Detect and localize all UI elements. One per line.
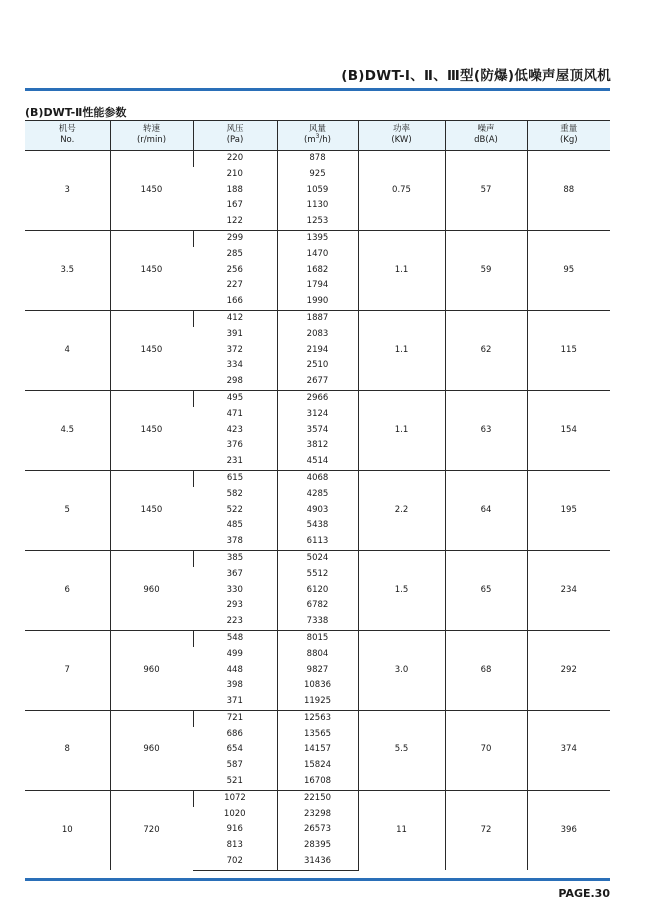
cell-flow: 1682 (277, 263, 358, 279)
cell-power: 5.5 (358, 710, 445, 790)
header-power: 功率 (KW) (358, 121, 445, 151)
cell-pressure: 188 (226, 184, 243, 195)
cell-pressure: 654 (226, 744, 243, 755)
cell-pressure: 220 (193, 151, 277, 167)
cell-speed: 1450 (110, 390, 193, 470)
cell-pressure: 167 (226, 200, 243, 211)
cell-pressure: 916 (226, 824, 243, 835)
cell-pressure: 485 (226, 520, 243, 531)
cell-flow: 22150 (277, 790, 358, 806)
cell-noise: 62 (445, 310, 527, 390)
cell-speed: 1450 (110, 310, 193, 390)
bottom-divider (25, 878, 610, 881)
cell-pressure: 231 (226, 456, 243, 467)
cell-flow: 2194 (277, 343, 358, 359)
cell-weight: 396 (527, 790, 610, 870)
cell-flow: 4514 (277, 454, 358, 470)
cell-pressure: 330 (226, 584, 243, 595)
page-number: PAGE.30 (558, 887, 610, 900)
table-row (25, 710, 610, 726)
cell-flow: 9827 (277, 663, 358, 679)
cell-pressure: 587 (226, 760, 243, 771)
cell-weight: 95 (527, 230, 610, 310)
cell-flow: 3124 (277, 407, 358, 423)
cell-pressure: 702 (193, 854, 277, 870)
cell-flow: 23298 (277, 807, 358, 823)
cell-pressure: 256 (226, 264, 243, 275)
cell-power: 1.1 (358, 310, 445, 390)
cell-flow: 2677 (277, 374, 358, 390)
cell-pressure: 376 (226, 440, 243, 451)
cell-speed: 1450 (110, 470, 193, 550)
cell-power: 3.0 (358, 630, 445, 710)
cell-flow: 925 (277, 167, 358, 183)
header-speed: 转速 (r/min) (110, 121, 193, 151)
section-title: (B)DWT-Ⅱ性能参数 (25, 106, 127, 119)
cell-flow: 3812 (277, 438, 358, 454)
cell-pressure: 166 (226, 296, 243, 307)
table-row (25, 151, 610, 167)
cell-flow: 1130 (277, 198, 358, 214)
cell-flow: 5024 (277, 550, 358, 566)
cell-pressure: 391 (226, 328, 243, 339)
cell-pressure: 378 (226, 536, 243, 547)
cell-power: 2.2 (358, 470, 445, 550)
cell-model-no: 4.5 (25, 390, 110, 470)
cell-flow: 1794 (277, 278, 358, 294)
cell-weight: 195 (527, 470, 610, 550)
cell-pressure: 615 (193, 470, 277, 486)
cell-flow: 15824 (277, 758, 358, 774)
cell-flow: 4285 (277, 487, 358, 503)
cell-speed: 720 (110, 790, 193, 870)
table-row (25, 310, 610, 326)
cell-noise: 63 (445, 390, 527, 470)
cell-pressure: 721 (193, 710, 277, 726)
performance-table-container (25, 120, 610, 871)
cell-flow: 878 (277, 151, 358, 167)
cell-pressure: 299 (193, 230, 277, 246)
cell-flow: 10836 (277, 678, 358, 694)
table-row (25, 230, 610, 246)
top-divider (25, 88, 610, 91)
cell-flow: 1887 (277, 310, 358, 326)
table-header-row (25, 121, 610, 151)
cell-pressure: 385 (193, 550, 277, 566)
cell-model-no: 7 (25, 630, 110, 710)
cell-model-no: 3 (64, 184, 70, 195)
cell-flow: 4903 (277, 503, 358, 519)
table-row (25, 790, 610, 806)
header-pressure: 风压 (Pa) (193, 121, 277, 151)
cell-model-no: 4 (25, 310, 110, 390)
cell-flow: 16708 (277, 774, 358, 790)
cell-speed: 1450 (110, 151, 193, 231)
cell-pressure: 1020 (223, 808, 246, 819)
cell-power: 11 (358, 790, 445, 870)
cell-pressure: 499 (226, 648, 243, 659)
cell-flow: 3574 (277, 423, 358, 439)
cell-pressure: 372 (226, 344, 243, 355)
cell-flow: 5512 (277, 567, 358, 583)
cell-flow: 1059 (277, 183, 358, 199)
cell-pressure: 548 (193, 630, 277, 646)
cell-power: 0.75 (358, 151, 445, 231)
cell-flow: 6782 (277, 598, 358, 614)
cell-weight: 292 (527, 630, 610, 710)
cell-pressure: 398 (226, 680, 243, 691)
cell-noise: 68 (445, 630, 527, 710)
cell-weight: 234 (527, 550, 610, 630)
cell-pressure: 813 (226, 840, 243, 851)
cell-flow: 11925 (277, 694, 358, 710)
cell-weight: 115 (527, 310, 610, 390)
header-no: 机号 No. (25, 121, 110, 151)
cell-flow: 28395 (277, 838, 358, 854)
cell-pressure: 223 (226, 616, 243, 627)
cell-model-no: 6 (25, 550, 110, 630)
cell-pressure: 471 (226, 408, 243, 419)
cell-pressure: 423 (226, 424, 243, 435)
cell-model-no: 5 (25, 470, 110, 550)
cell-pressure: 371 (226, 696, 243, 707)
cell-power: 1.1 (358, 230, 445, 310)
cell-pressure: 521 (226, 776, 243, 787)
cell-flow: 1470 (277, 247, 358, 263)
cell-pressure: 285 (226, 248, 243, 259)
table-row (25, 390, 610, 406)
cell-flow: 2966 (277, 390, 358, 406)
cell-flow: 31436 (277, 854, 358, 870)
cell-speed: 960 (110, 550, 193, 630)
cell-flow: 13565 (277, 727, 358, 743)
cell-speed: 960 (110, 710, 193, 790)
header-weight: 重量 (Kg) (527, 121, 610, 151)
cell-model-no: 8 (25, 710, 110, 790)
cell-pressure: 298 (226, 376, 243, 387)
cell-flow: 2510 (277, 358, 358, 374)
cell-model-no: 3.5 (25, 230, 110, 310)
cell-flow: 8804 (277, 647, 358, 663)
cell-weight: 88 (527, 151, 610, 231)
cell-flow: 14157 (277, 742, 358, 758)
performance-table (25, 120, 610, 871)
cell-noise: 59 (445, 230, 527, 310)
cell-pressure: 367 (226, 568, 243, 579)
cell-model-no: 10 (25, 790, 110, 870)
cell-power: 1.1 (358, 390, 445, 470)
cell-flow: 1395 (277, 230, 358, 246)
cell-noise: 72 (445, 790, 527, 870)
cell-flow: 8015 (277, 630, 358, 646)
cell-pressure: 210 (226, 168, 243, 179)
cell-flow: 6120 (277, 583, 358, 599)
cell-pressure: 582 (226, 488, 243, 499)
cell-pressure: 293 (226, 600, 243, 611)
document-title: (B)DWT-Ⅰ、Ⅱ、Ⅲ型(防爆)低噪声屋顶风机 (341, 68, 611, 84)
cell-pressure: 412 (193, 310, 277, 326)
cell-flow: 5438 (277, 518, 358, 534)
table-body (25, 151, 610, 871)
cell-noise: 65 (445, 550, 527, 630)
cell-flow: 1990 (277, 294, 358, 310)
cell-pressure: 1072 (193, 790, 277, 806)
cell-pressure: 495 (193, 390, 277, 406)
cell-pressure: 448 (226, 664, 243, 675)
cell-power: 1.5 (358, 550, 445, 630)
cell-flow: 26573 (277, 822, 358, 838)
cell-flow: 4068 (277, 470, 358, 486)
cell-pressure: 227 (226, 280, 243, 291)
cell-speed: 960 (110, 630, 193, 710)
cell-speed: 1450 (110, 230, 193, 310)
cell-flow: 6113 (277, 534, 358, 550)
table-row (25, 550, 610, 566)
header-noise: 噪声 dB(A) (445, 121, 527, 151)
table-row (25, 630, 610, 646)
cell-pressure: 522 (226, 504, 243, 515)
cell-noise: 64 (445, 470, 527, 550)
cell-weight: 374 (527, 710, 610, 790)
cell-flow: 2083 (277, 327, 358, 343)
cell-flow: 1253 (277, 214, 358, 230)
cell-noise: 70 (445, 710, 527, 790)
cell-flow: 7338 (277, 614, 358, 630)
cell-flow: 12563 (277, 710, 358, 726)
cell-pressure: 686 (226, 728, 243, 739)
table-row (25, 470, 610, 486)
cell-pressure: 122 (226, 216, 243, 227)
cell-pressure: 334 (226, 360, 243, 371)
cell-weight: 154 (527, 390, 610, 470)
cell-noise: 57 (445, 151, 527, 231)
header-flow: 风量 $(m^3/h)$ (277, 121, 358, 151)
